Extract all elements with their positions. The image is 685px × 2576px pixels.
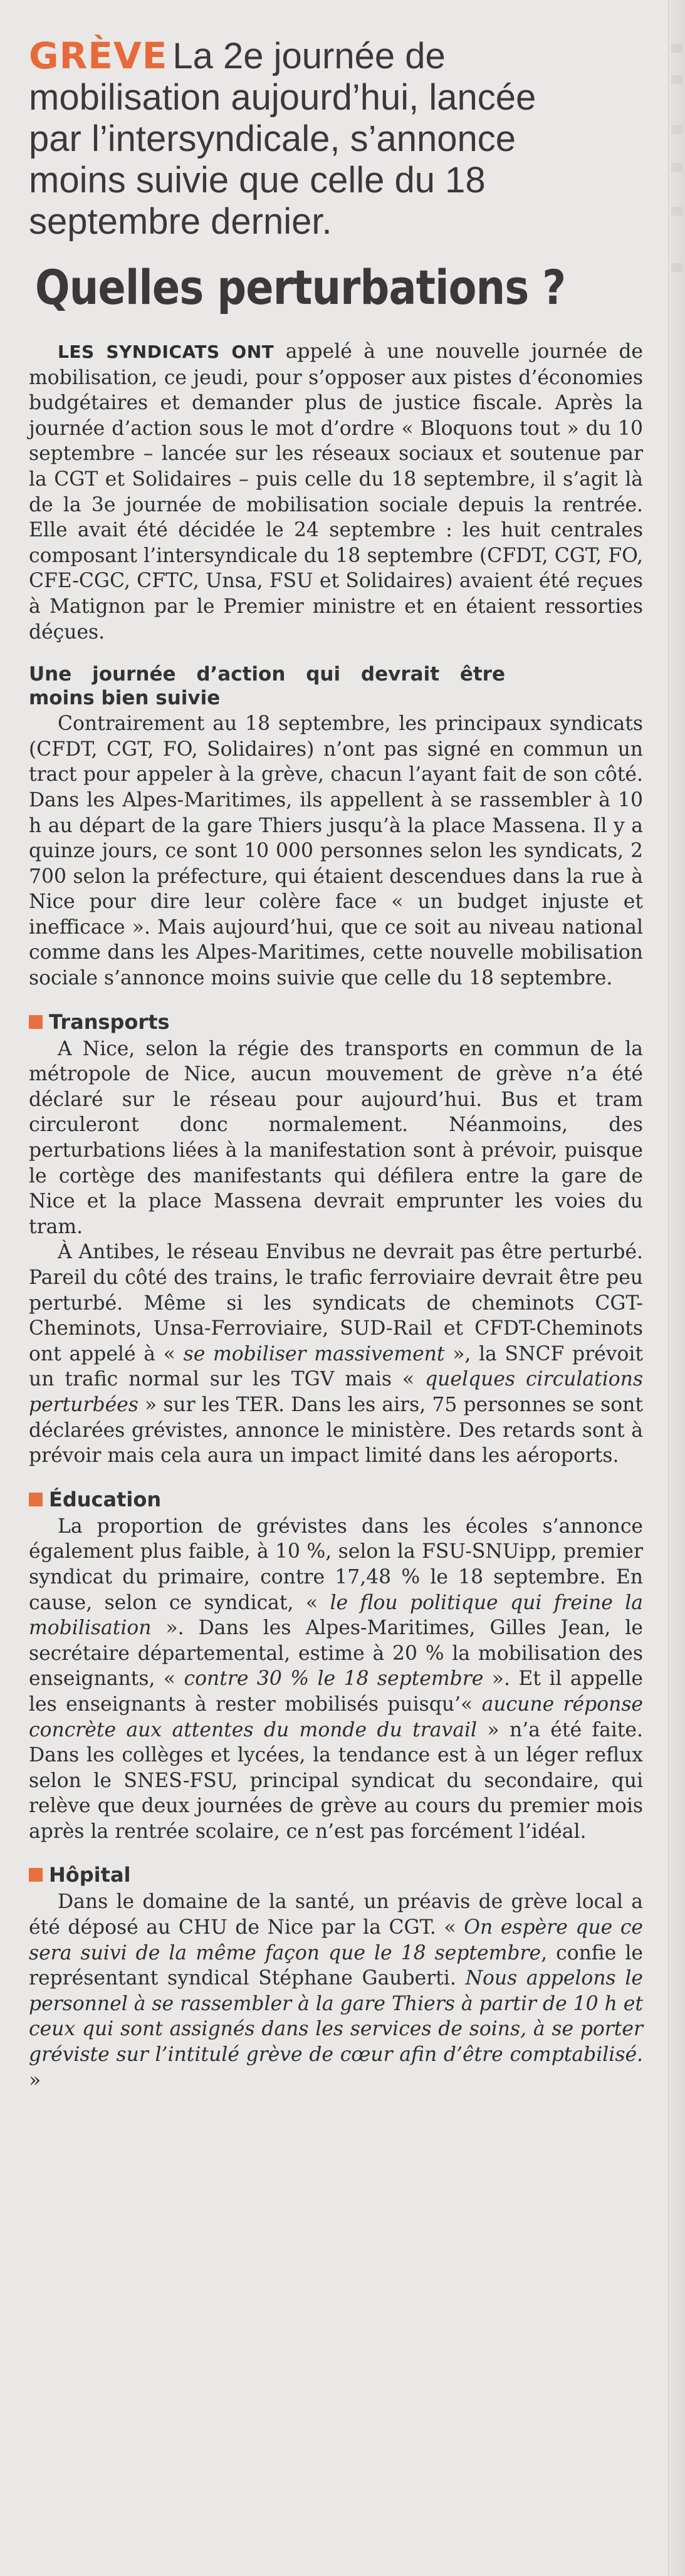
quote-run: quelques circulations perturbées	[29, 1368, 644, 1416]
text-run: ». Dans les Alpes-Maritimes, Gilles Jean, le secrétaire départemental, estime à 20 % la mobilisation des enseignants, «	[29, 1617, 643, 1691]
lead-caps: LES SYNDICATS ONT	[58, 342, 275, 362]
text-run: », la SNCF prévoit un trafic normal sur les TGV mais «	[29, 1342, 644, 1391]
quote-run: le flou politique qui freine la mobilisation	[29, 1591, 643, 1640]
text-run: Dans le domaine de la santé, un préavis de grève local a été déposé au CHU de Nice par la CGT. «	[29, 1890, 643, 1939]
education-paragraph	[29, 1514, 643, 1845]
section-tag: GRÈVE	[29, 34, 168, 77]
text-run: »	[29, 2068, 41, 2092]
quote-run: aucune réponse concrète aux attentes du monde du travail	[29, 1692, 644, 1741]
headline: Quelles perturbations ?	[35, 259, 566, 315]
section-education	[29, 1486, 643, 1513]
article-body	[29, 339, 643, 2093]
transports-paragraph-2	[29, 1239, 643, 1468]
quote-run: On espère que ce sera suivi de la même façon que le 18 septembre	[29, 1916, 644, 1964]
section-hopital	[29, 1862, 643, 1888]
hopital-paragraph	[29, 1889, 643, 2093]
section-title: Hôpital	[49, 1863, 131, 1887]
text-run: , confie le représentant syndical Stéphane Gauberti.	[29, 1941, 643, 1990]
quote-run: se mobiliser massivement	[183, 1342, 445, 1365]
lead-text: appelé à une nouvelle journée de mobilisation, ce jeudi, pour s’opposer aux pistes d’économies budgétaires et demander plus de justice fiscale. Après la journée d’action sous le mot d’ordre « Bloquons tout » du 10 septembre – lancée sur les réseaux sociaux et soutenue par la CGT et Solidaires – puis celle du 18 septembre, il s’agit là de la 3e journée de mobilisation sociale depuis la rentrée. Elle avait été décidée le 24 septembre : les huit centrales composant l’intersyndicale du 18 septembre (CFDT, CGT, FO, CFE-CGC, CFTC, Unsa, FSU et Solidaires) avaient été reçues à Matignon par le Premier ministre et en étaient ressorties déçues.	[29, 340, 643, 644]
text-run: ». Et il appelle les enseignants à rester mobilisés puisqu’«	[29, 1667, 643, 1716]
lead-paragraph	[29, 339, 643, 645]
body-paragraph-1: Contrairement au 18 septembre, les principaux syndicats (CFDT, CGT, FO, Solidaires) n’ont pas signé en commun un tract pour appeler à la grève, chacun l’ayant fait de son côté. Dans les Alpes-Maritimes, ils appellent à se rassembler à 10 h au départ de la gare Thiers jusqu’à la place Massena. Il y a quinze jours, ce sont 10 000 personnes selon les syndicats, 2 700 selon la préfecture, qui étaient descendues dans la rue à Nice pour dire leur colère face « un budget injuste et inefficace ». Mais aujourd’hui, que ce soit au niveau national comme dans les Alpes-Maritimes, cette nouvelle mobilisation sociale s’annonce moins suivie que celle du 18 septembre.	[29, 712, 643, 990]
quote-run: Nous appelons le personnel à se rassembler à la gare Thiers à partir de 10 h et ceux qui sont assignés dans les services de soins, à se porter gréviste sur l’intitulé grève de cœur afin d’être comptabilisé.	[29, 1967, 643, 2067]
square-bullet-icon	[29, 1493, 43, 1506]
adjacent-column-edge	[668, 0, 685, 2576]
text-run: À Antibes, le réseau Envibus ne devrait pas être perturbé. Pareil du côté des trains, le trafic ferroviaire devrait être peu perturbé. Même si les syndicats de cheminots CGT-Cheminots, Unsa-Ferroviaire, SUD-Rail et CFDT-Cheminots ont appelé à «	[29, 1241, 643, 1365]
section-title: Éducation	[49, 1487, 162, 1511]
text-run: » n’a été faite. Dans les collèges et lycées, la tendance est à un léger reflux selon le SNES-FSU, principal syndicat du secondaire, qui relève que deux journées de grève au cours du premier mois après la rentrée scolaire, ce n’est pas forcément l’idéal.	[29, 1718, 643, 1843]
section-transports	[29, 1009, 643, 1035]
transports-paragraph-1: A Nice, selon la régie des transports en commun de la métropole de Nice, aucun mouvement de grève n’a été déclaré sur le réseau pour aujourd’hui. Bus et tram circuleront donc normalement. Néanmoins, des perturbations liées à la manifestation sont à prévoir, puisque le cortège des manifestants qui défilera entre la gare de Nice et la place Massena devrait emprunter les voies du tram.	[29, 1037, 643, 1238]
text-run: » sur les TER. Dans les airs, 75 personnes se sont déclarées grévistes, annonce le ministère. Des retards sont à prévoir mais cela aura un impact limité dans les aéroports.	[29, 1393, 643, 1468]
quote-run: contre 30 % le 18 septembre	[184, 1667, 484, 1691]
intro-kicker	[29, 35, 543, 242]
square-bullet-icon	[29, 1015, 43, 1029]
square-bullet-icon	[29, 1868, 43, 1882]
section-title: Transports	[49, 1009, 170, 1034]
intro-text: La 2e journée de mobilisation aujourd’hui, lancée par l’intersyndicale, s’annonce moins suivie que celle du 18 septembre dernier.	[29, 36, 536, 242]
text-run: La proportion de grévistes dans les écoles s’annonce également plus faible, à 10 %, selon la FSU-SNUipp, premier syndicat du primaire, contre 17,48 % le 18 septembre. En cause, selon ce syndicat, «	[29, 1515, 643, 1614]
subheading: Une journée d’action qui devrait être moins bien suivie	[29, 663, 505, 710]
